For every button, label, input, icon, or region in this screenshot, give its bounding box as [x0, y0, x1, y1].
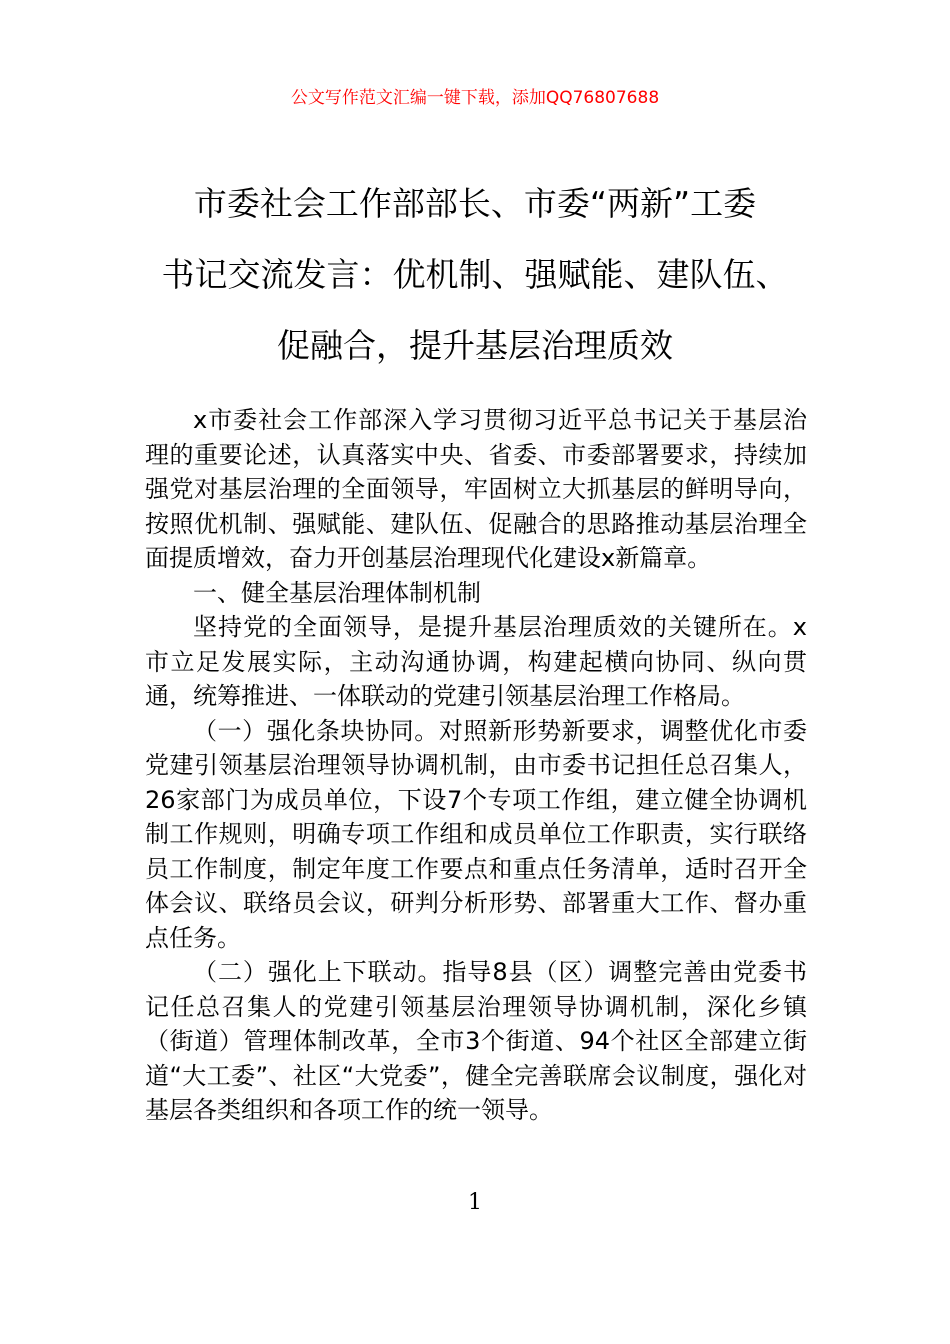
subsection-2-paragraph: （二）强化上下联动。指导8县（区）调整完善由党委书记任总召集人的党建引领基层治理领导协调机制，深化乡镇（街道）管理体制改革，全市3个街道、94个社区全部建立街道“大工委”、社区“大党委”，健全完善联席会议制度，强化对基层各类组织和各项工作的统一领导。 — [145, 958, 807, 1124]
page-number: 1 — [468, 1190, 482, 1215]
document-title — [145, 168, 805, 381]
title-line-3: 促融合，提升基层治理质效 — [277, 326, 673, 365]
section-heading-1: 一、健全基层治理体制机制 — [193, 578, 481, 607]
title-line-2: 书记交流发言：优机制、强赋能、建队伍、 — [161, 255, 789, 294]
document-body — [145, 403, 807, 1128]
subsection-1-paragraph: （一）强化条块协同。对照新形势新要求，调整优化市委党建引领基层治理领导协调机制，由市委书记担任总召集人，26家部门为成员单位，下设7个专项工作组，建立健全协调机制工作规则，明确专项工作组和成员单位工作职责，实行联络员工作制度，制定年度工作要点和重点任务清单，适时召开全体会议、联络员会议，研判分析形势、部署重大工作、督办重点任务。 — [145, 716, 807, 952]
section-1-paragraph: 坚持党的全面领导，是提升基层治理质效的关键所在。x市立足发展实际，主动沟通协调，构建起横向协同、纵向贯通，统筹推进、一体联动的党建引领基层治理工作格局。 — [145, 613, 807, 710]
intro-paragraph: x市委社会工作部深入学习贯彻习近平总书记关于基层治理的重要论述，认真落实中央、省委、市委部署要求，持续加强党对基层治理的全面领导，牢固树立大抓基层的鲜明导向，按照优机制、强赋能、建队伍、促融合的思路推动基层治理全面提质增效，奋力开创基层治理现代化建设x新篇章。 — [145, 406, 807, 572]
download-notice: 公文写作范文汇编一键下载，添加QQ76807688 — [290, 88, 660, 108]
title-line-1: 市委社会工作部部长、市委“两新”工委 — [193, 184, 757, 223]
